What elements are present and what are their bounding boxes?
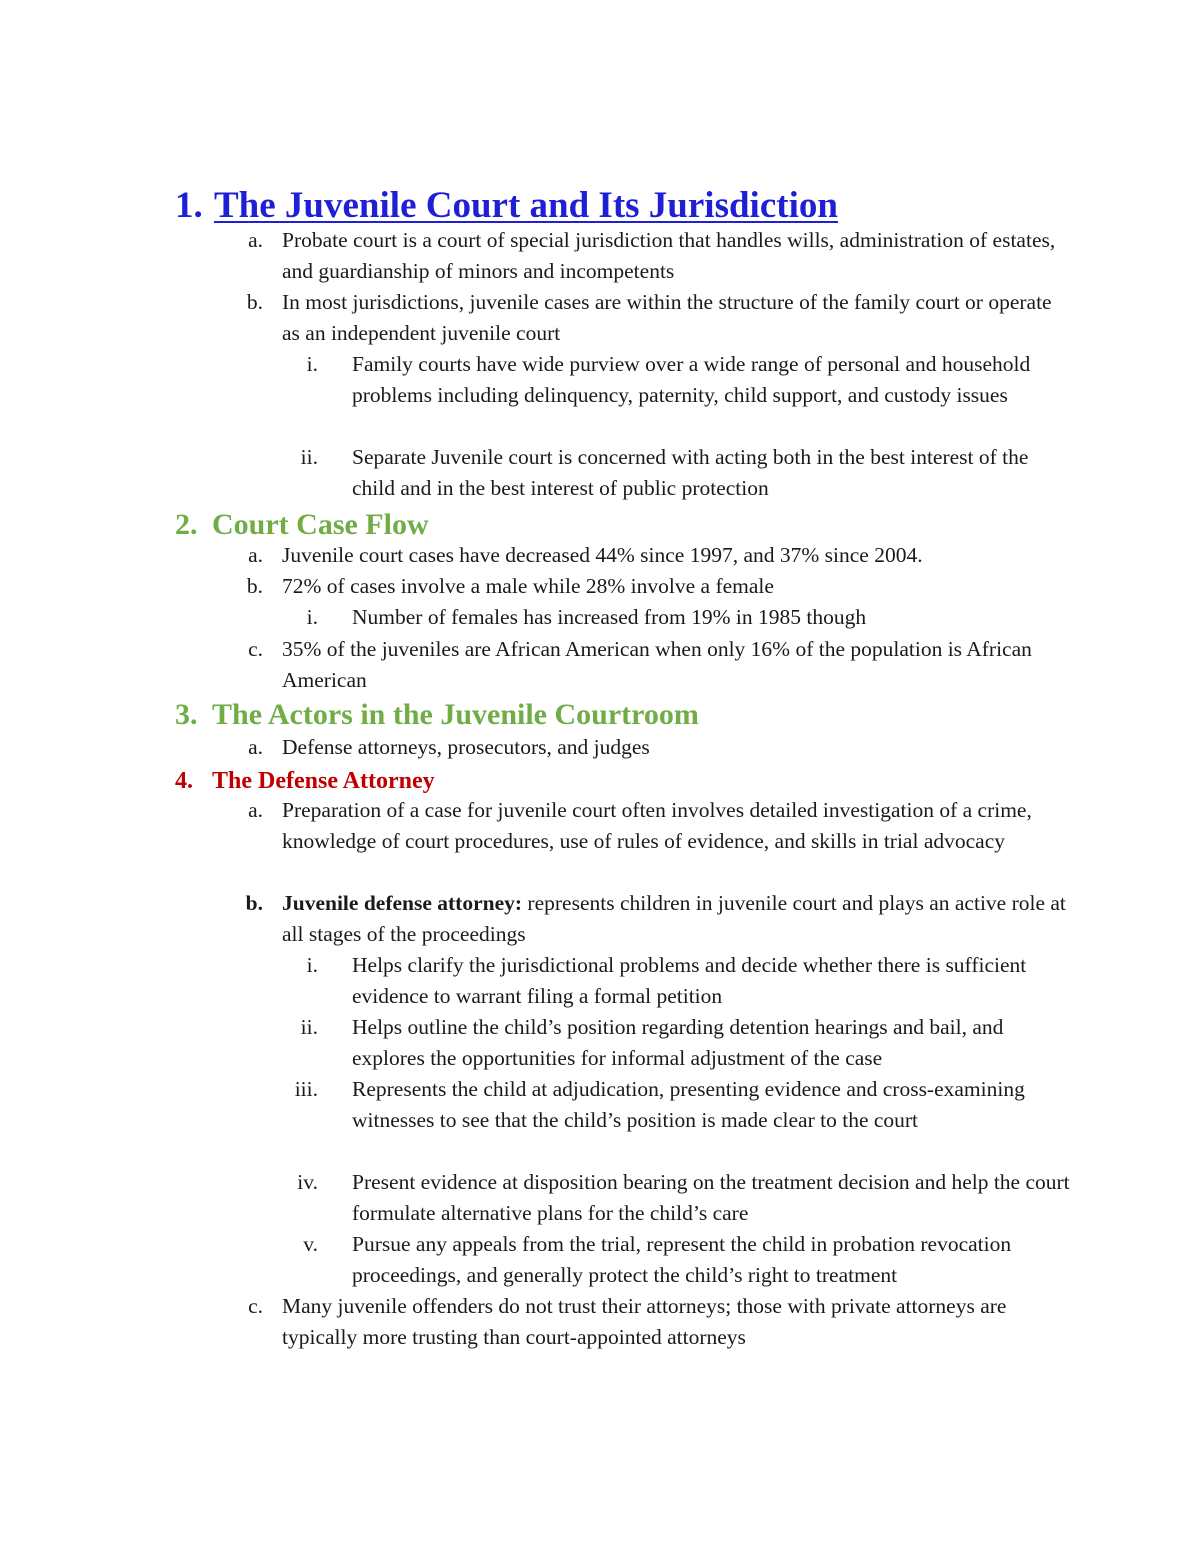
list-subitem: Present evidence at disposition bearing on the treatment decision and help the court formulate alternative plans for the child’s care <box>352 1170 1070 1225</box>
section-3-title: The Actors in the Juvenile Courtroom <box>212 698 699 731</box>
list-item: Many juvenile offenders do not trust their attorneys; those with private attorneys are typically more trusting than court-appointed attorneys <box>282 1294 1007 1349</box>
section-3-number: 3. <box>175 698 198 731</box>
item-marker: c. <box>248 637 263 661</box>
item-marker: b. <box>246 574 263 598</box>
list-subitem: Pursue any appeals from the trial, represent the child in probation revocation proceedings, and generally protect the child’s right to treatment <box>352 1232 1012 1287</box>
subitem-marker: iii. <box>294 1077 318 1101</box>
list-item: 72% of cases involve a male while 28% involve a female <box>282 574 774 598</box>
list-subitem: Family courts have wide purview over a wide range of personal and household problems including delinquency, paternity, child support, and custody issues <box>352 352 1031 407</box>
section-4-title: The Defense Attorney <box>212 768 435 794</box>
item-marker: a. <box>248 798 263 822</box>
subitem-marker: v. <box>303 1232 318 1256</box>
subitem-marker: i. <box>306 352 318 376</box>
subitem-marker: ii. <box>300 445 318 469</box>
item-marker: a. <box>248 735 263 759</box>
list-item: Defense attorneys, prosecutors, and judges <box>282 735 650 759</box>
item-marker: b. <box>246 290 263 314</box>
term-label: Juvenile defense attorney: <box>282 891 523 915</box>
list-item: In most jurisdictions, juvenile cases are within the structure of the family court or operate as an independent juvenile court <box>282 290 1052 345</box>
subitem-marker: ii. <box>300 1015 318 1039</box>
list-item: 35% of the juveniles are African American when only 16% of the population is African American <box>282 637 1032 692</box>
section-1-title: The Juvenile Court and Its Jurisdiction <box>214 185 838 226</box>
section-1-number: 1. <box>175 185 203 226</box>
item-marker: a. <box>248 228 263 252</box>
subitem-marker: iv. <box>297 1170 318 1194</box>
subitem-marker: i. <box>306 605 318 629</box>
item-marker: c. <box>248 1294 263 1318</box>
list-item: Juvenile court cases have decreased 44% since 1997, and 37% since 2004. <box>282 543 923 567</box>
section-4-number: 4. <box>175 768 193 794</box>
item-marker: a. <box>248 543 263 567</box>
subitem-marker: i. <box>306 953 318 977</box>
item-marker: b. <box>245 891 263 915</box>
list-item <box>282 888 1072 950</box>
list-subitem: Represents the child at adjudication, presenting evidence and cross-examining witnesses to see that the child’s position is made clear to the court <box>352 1077 1025 1132</box>
list-item: Preparation of a case for juvenile court often involves detailed investigation of a crime, knowledge of court procedures, use of rules of evidence, and skills in trial advocacy <box>282 798 1032 853</box>
list-subitem: Helps clarify the jurisdictional problems and decide whether there is sufficient evidence to warrant filing a formal petition <box>352 953 1027 1008</box>
term-definition: represents children in juvenile court and plays an active role at all stages of the proceedings <box>282 891 1066 946</box>
list-subitem: Helps outline the child’s position regarding detention hearings and bail, and explores the opportunities for informal adjustment of the case <box>352 1015 1004 1070</box>
list-subitem: Number of females has increased from 19% in 1985 though <box>352 605 867 629</box>
list-subitem: Separate Juvenile court is concerned with acting both in the best interest of the child and in the best interest of public protection <box>352 445 1029 500</box>
section-2-title: Court Case Flow <box>212 508 429 541</box>
list-item: Probate court is a court of special jurisdiction that handles wills, administration of estates, and guardianship of minors and incompetents <box>282 228 1056 283</box>
section-2-number: 2. <box>175 508 198 541</box>
